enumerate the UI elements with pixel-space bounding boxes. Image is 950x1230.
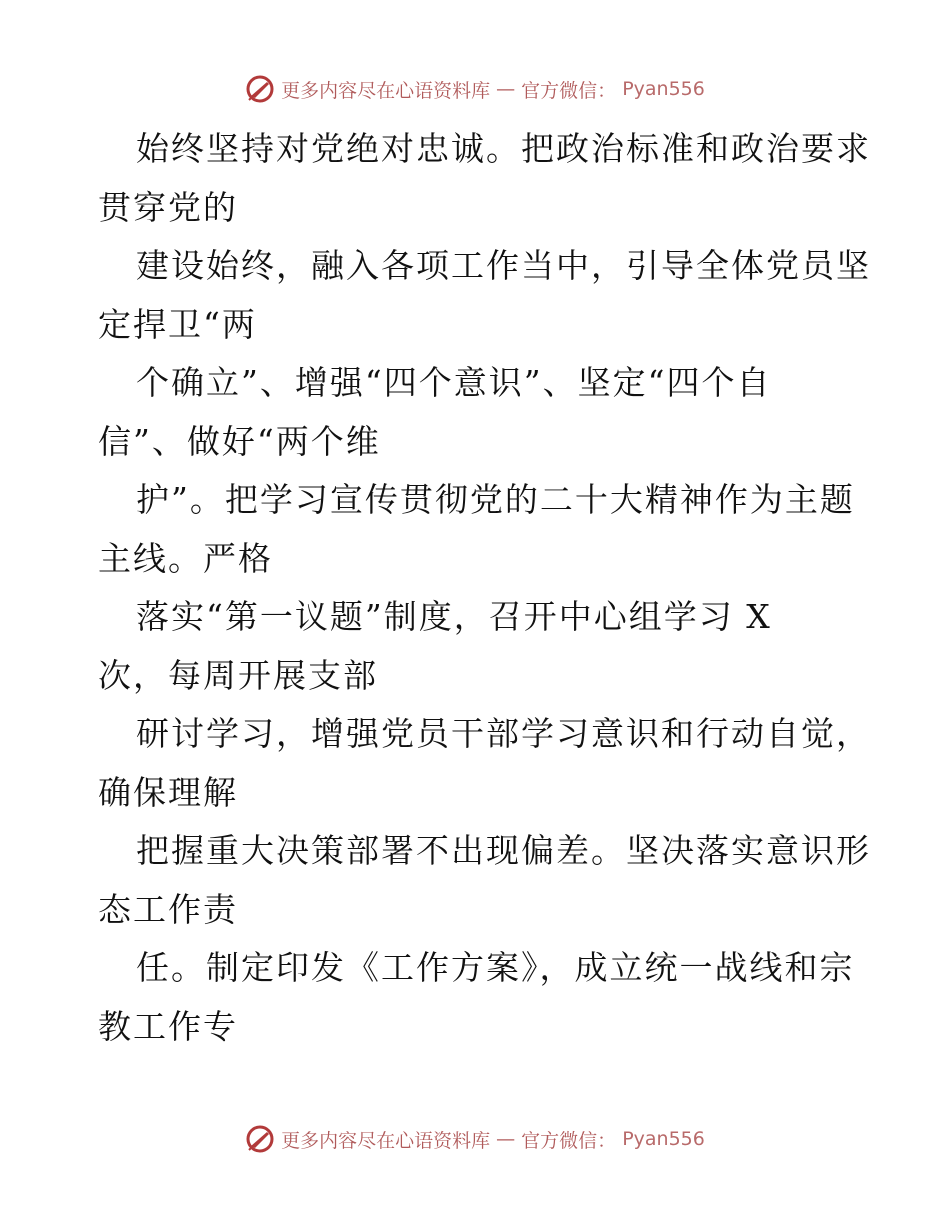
text-line: 把握重大决策部署不出现偏差。坚决落实意识形 — [136, 831, 871, 870]
watermark-dash: — — [496, 78, 516, 100]
text-line: 主线。严格 — [98, 538, 273, 578]
watermark-wechat-id: Pyan556 — [622, 1128, 705, 1150]
watermark-dash: — — [496, 1128, 516, 1150]
watermark-label: 官方微信： — [521, 1129, 617, 1152]
watermark-site-name: 更多内容尽在心语资料库 — [281, 79, 491, 102]
text-line: 次，每周开展支部 — [98, 655, 378, 695]
header-watermark — [0, 74, 950, 104]
watermark-site-name: 更多内容尽在心语资料库 — [281, 1129, 491, 1152]
text-line: 护”。把学习宣传贯彻党的二十大精神作为主题 — [136, 480, 855, 519]
text-line: 信”、做好“两个维 — [98, 421, 381, 461]
watermark-label: 官方微信： — [521, 79, 617, 102]
text-line: 个确立”、增强“四个意识”、坚定“四个自 — [136, 363, 772, 402]
body-text — [98, 120, 871, 1056]
text-line: 贯穿党的 — [98, 187, 238, 227]
text-line: 建设始终，融入各项工作当中，引导全体党员坚 — [136, 246, 871, 285]
watermark-wechat-id: Pyan556 — [622, 78, 705, 100]
text-line: 任。制定印发《工作方案》，成立统一战线和宗 — [136, 948, 855, 987]
text-line: 落实“第一议题”制度，召开中心组学习 X — [136, 597, 772, 636]
text-line: 定捍卫“两 — [98, 304, 257, 344]
quill-logo-icon — [245, 1124, 275, 1154]
text-line: 教工作专 — [98, 1006, 238, 1046]
text-line: 确保理解 — [98, 772, 238, 812]
text-line: 态工作责 — [98, 889, 238, 929]
quill-logo-icon — [245, 74, 275, 104]
text-line: 始终坚持对党绝对忠诚。把政治标准和政治要求 — [136, 129, 871, 168]
text-line: 研讨学习，增强党员干部学习意识和行动自觉， — [136, 714, 871, 753]
footer-watermark — [0, 1124, 950, 1154]
